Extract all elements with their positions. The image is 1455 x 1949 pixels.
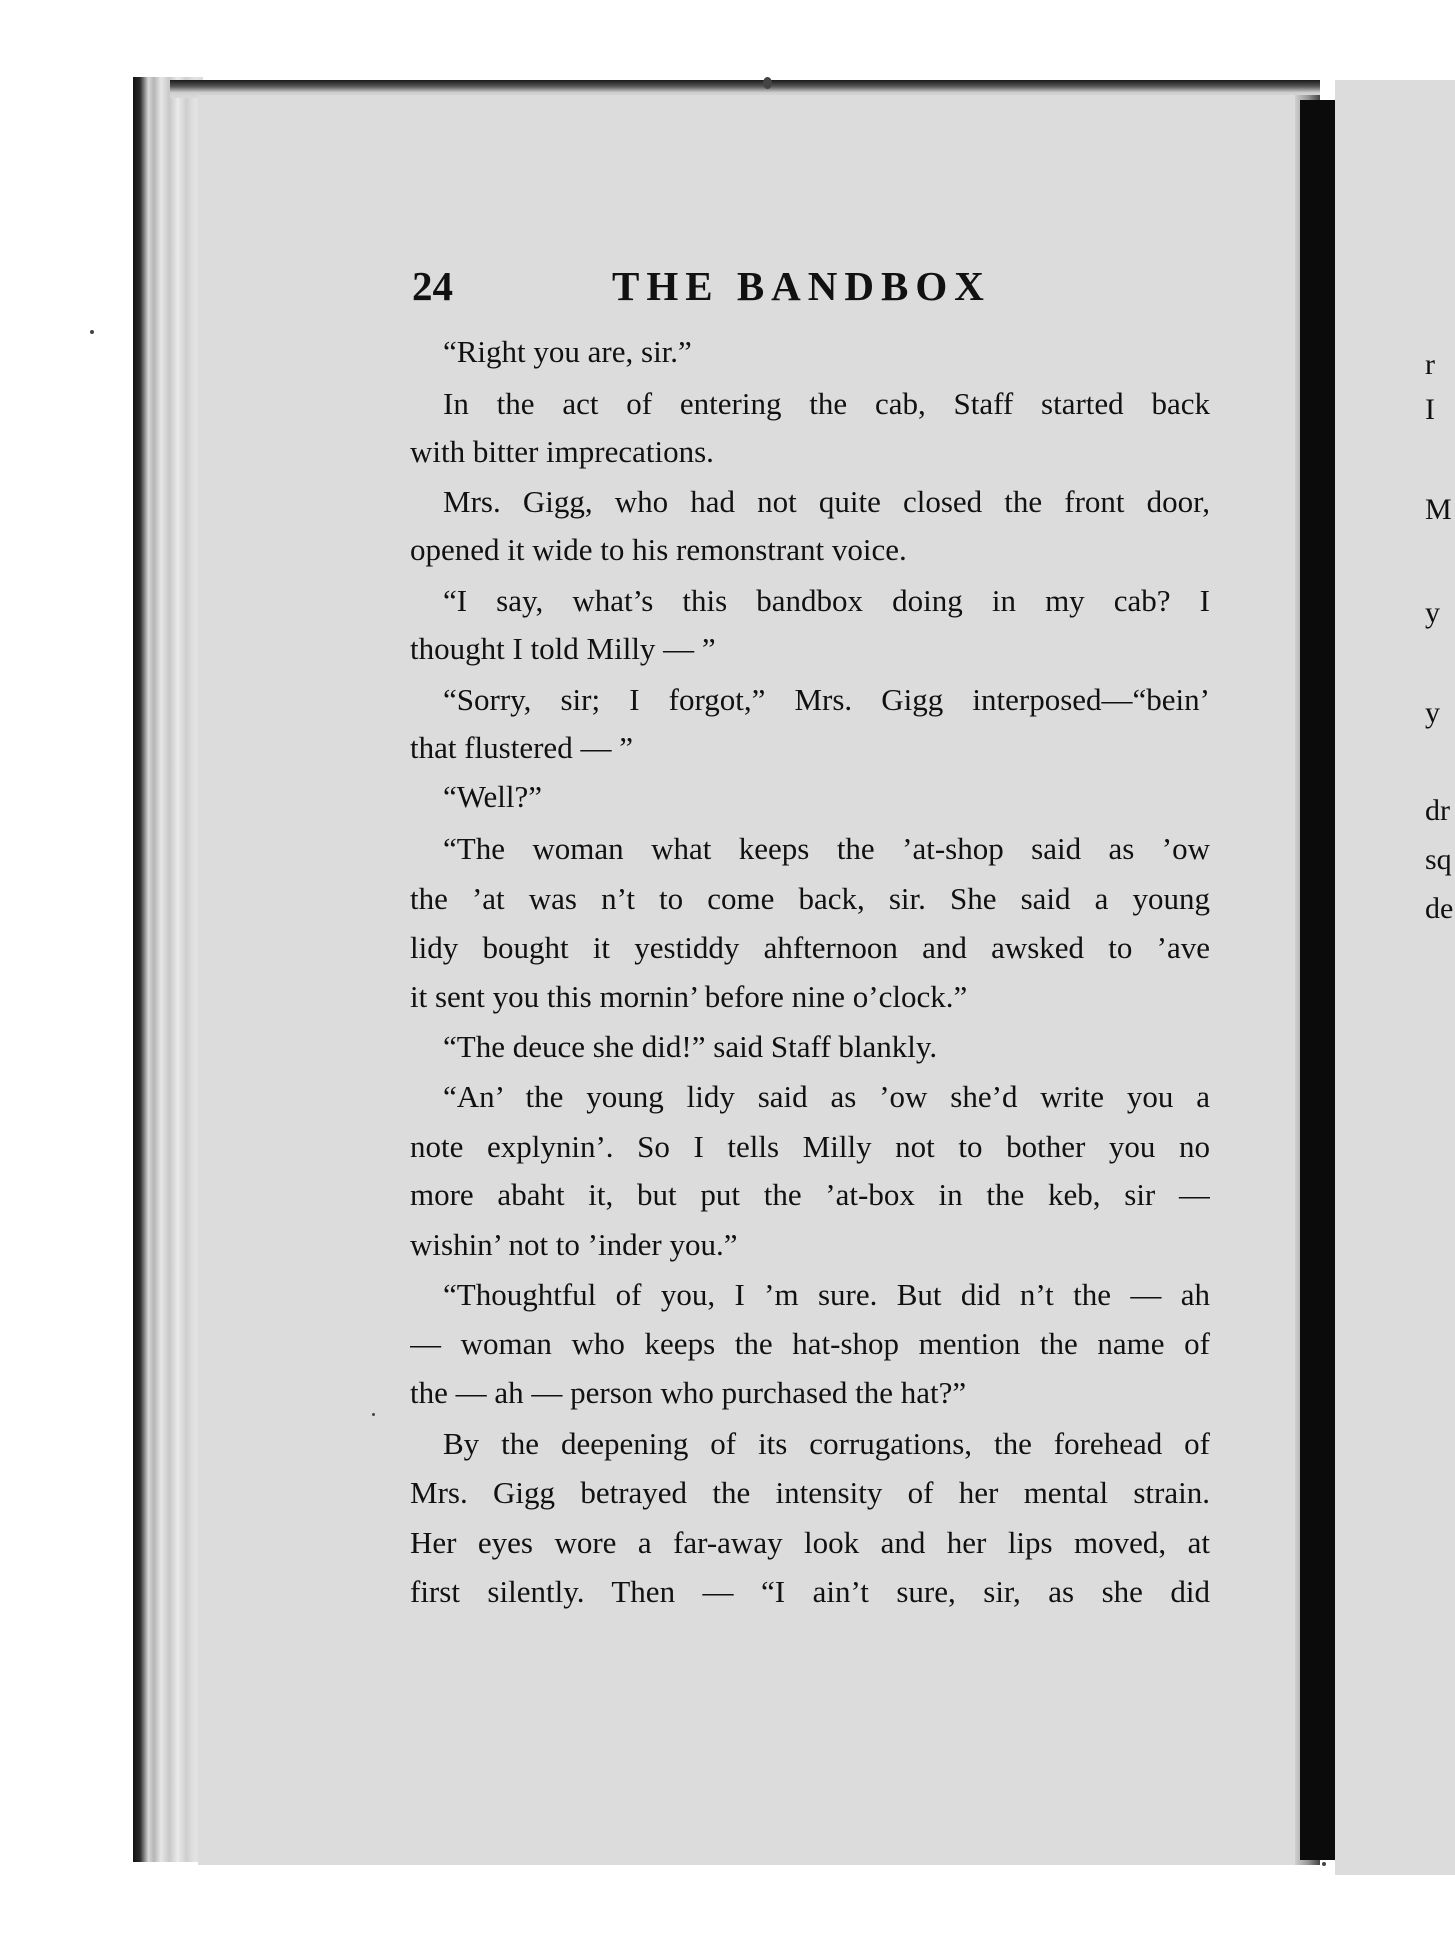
print-speck: [372, 1413, 375, 1416]
right-page-fragment: M: [1425, 493, 1452, 526]
text-line: opened it wide to his remonstrant voice.: [410, 532, 907, 567]
text-line: “The woman what keeps the ’at-shop said as ’ow: [443, 831, 1210, 866]
text-line: first silently. Then — “I ain’t sure, sir, as she did: [410, 1574, 1210, 1609]
right-page-fragment: y: [1425, 596, 1440, 629]
print-speck: [763, 77, 772, 89]
text-line: In the act of entering the cab, Staff started back: [443, 386, 1210, 421]
text-line: lidy bought it yestiddy ahfternoon and awsked to ’ave: [410, 930, 1210, 965]
text-line: Her eyes wore a far-away look and her lips moved, at: [410, 1525, 1210, 1560]
right-page-fragment: y: [1425, 696, 1440, 729]
page-number: 24: [412, 263, 453, 309]
text-line: the ’at was n’t to come back, sir. She said a young: [410, 881, 1210, 916]
text-line: that flustered — ”: [410, 730, 633, 765]
text-line: By the deepening of its corrugations, the forehead of: [443, 1426, 1210, 1461]
text-line: Mrs. Gigg, who had not quite closed the front door,: [443, 484, 1210, 519]
running-title: THE BANDBOX: [612, 263, 991, 309]
print-speck: [1322, 1862, 1326, 1866]
text-line: “Right you are, sir.”: [443, 334, 692, 369]
right-page-fragment: sq: [1425, 843, 1452, 876]
text-line: “I say, what’s this bandbox doing in my cab? I: [443, 583, 1210, 618]
right-page-fragment: de: [1425, 892, 1454, 925]
text-line: more abaht it, but put the ’at-box in the keb, sir —: [410, 1177, 1210, 1212]
print-speck: [90, 330, 94, 334]
text-line: “Well?”: [443, 779, 543, 814]
book-spine: [1300, 100, 1335, 1860]
text-line: “Thoughtful of you, I ’m sure. But did n’t the — ah: [443, 1277, 1210, 1312]
right-page: [1335, 80, 1455, 1875]
text-line: wishin’ not to ’inder you.”: [410, 1227, 738, 1262]
page-edges: [133, 77, 203, 1862]
text-line: it sent you this mornin’ before nine o’clock.”: [410, 979, 968, 1014]
text-line: thought I told Milly — ”: [410, 631, 716, 666]
text-line: note explynin’. So I tells Milly not to bother you no: [410, 1129, 1210, 1164]
right-page-fragment: dr: [1425, 794, 1450, 827]
text-line: the — ah — person who purchased the hat?”: [410, 1375, 967, 1410]
text-line: with bitter imprecations.: [410, 434, 714, 469]
right-page-fragment: I: [1425, 393, 1435, 426]
text-line: “Sorry, sir; I forgot,” Mrs. Gigg interposed—“bein’: [443, 682, 1210, 717]
text-line: Mrs. Gigg betrayed the intensity of her mental strain.: [410, 1475, 1210, 1510]
text-line: “The deuce she did!” said Staff blankly.: [443, 1029, 938, 1064]
right-page-fragment: r: [1425, 348, 1435, 381]
text-line: “An’ the young lidy said as ’ow she’d write you a: [443, 1079, 1210, 1114]
text-line: — woman who keeps the hat-shop mention the name of: [410, 1326, 1210, 1361]
